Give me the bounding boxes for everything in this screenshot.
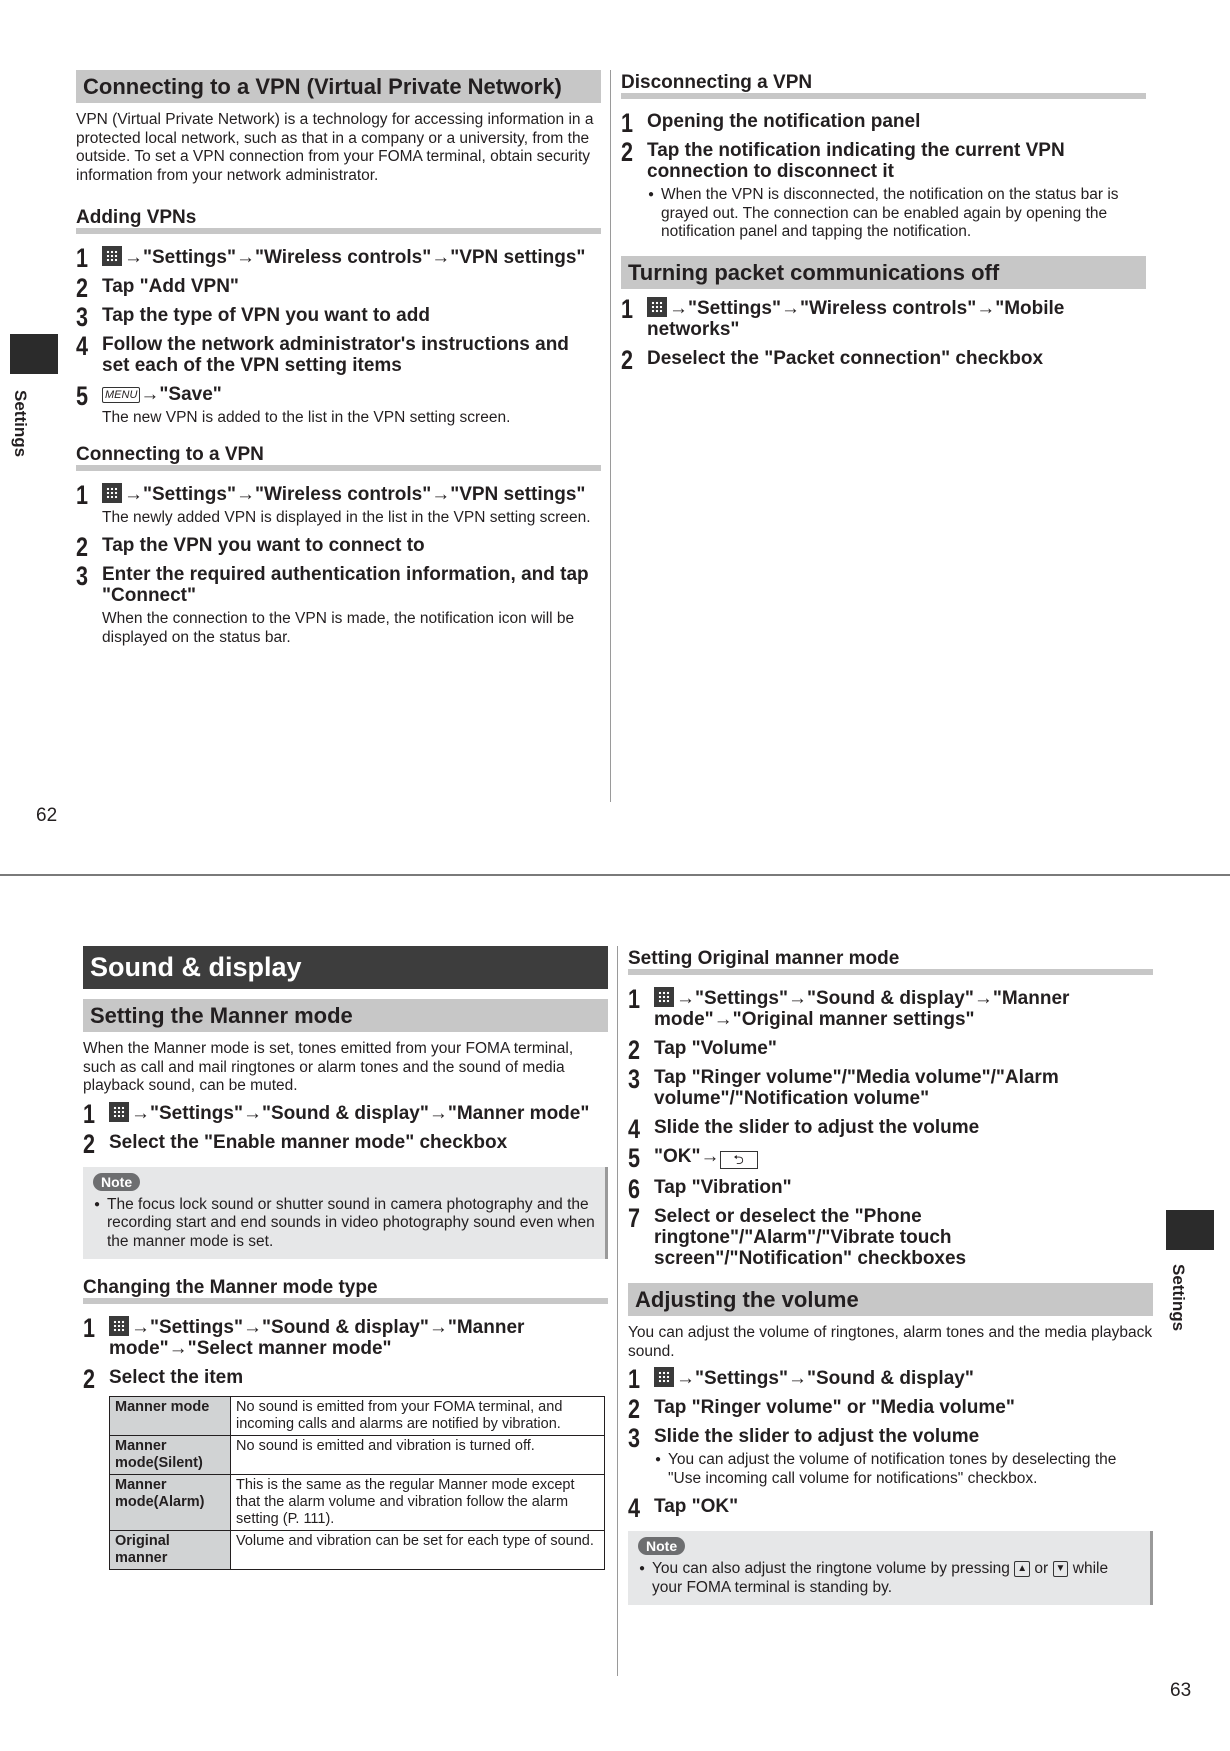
step-text: Follow the network administrator's instructions and set each of the VPN setting items: [102, 334, 569, 376]
step-text: Tap the type of VPN you want to add: [102, 305, 430, 326]
column-divider: [617, 946, 618, 1676]
manner-mode-table: [109, 1396, 605, 1570]
vpn-intro: VPN (Virtual Private Network) is a technology for accessing information in a protected local network, such as that in a company or a university, from the outside. To set a VPN connection from your FOMA terminal, obtain security information from your network administrator.: [76, 111, 594, 184]
step-number: 2: [76, 273, 89, 303]
step: [628, 1035, 1153, 1065]
step-text: Deselect the "Packet connection" checkbox: [647, 347, 1044, 369]
step: [628, 1394, 1153, 1424]
step-text: Tap "Volume": [654, 1038, 777, 1059]
note-text: ● The focus lock sound or shutter sound in camera photography and the recording start and end sounds in video photography sound even when the manner mode is set.: [93, 1196, 595, 1252]
left-column: [83, 946, 608, 1570]
step-text: →"Settings"→"Sound & display"→"Manner mode"→"Original manner settings": [654, 988, 1070, 1030]
menu-icon: [654, 987, 674, 1007]
step-number: 2: [628, 1035, 641, 1065]
step-number: 3: [628, 1423, 641, 1453]
back-key-icon: ⮌: [720, 1151, 758, 1169]
chapter-tab: [1166, 1210, 1214, 1250]
menu-icon: [647, 297, 667, 317]
table-row: [110, 1475, 605, 1531]
table-cell-mode: Manner mode(Silent): [110, 1436, 231, 1475]
chapter-tab-label: Settings: [1169, 1264, 1188, 1332]
step-text: →"Settings"→"Sound & display": [676, 1368, 974, 1389]
page-63: [0, 878, 1230, 1751]
step-text: Select or deselect the "Phone ringtone"/"Alarm"/"Vibrate touch screen"/"Notification" checkboxes: [654, 1206, 967, 1269]
step-text: →"Save": [140, 384, 222, 405]
step: [621, 293, 1146, 340]
menu-key-icon: MENU: [102, 387, 140, 403]
table-cell-desc: No sound is emitted from your FOMA terminal, and incoming calls and alarms are notified by vibration.: [231, 1397, 605, 1436]
step: [76, 331, 601, 376]
subheading-adding-vpns: Adding VPNs: [76, 207, 601, 234]
page-number: 63: [1170, 1680, 1192, 1701]
step-text: →"Settings"→"Sound & display"→"Manner mode": [131, 1102, 590, 1124]
step: [621, 137, 1146, 242]
step-number: 1: [621, 293, 634, 324]
right-column: [621, 70, 1146, 377]
step-number: 1: [83, 1098, 96, 1129]
chapter-title: Sound & display: [83, 946, 608, 989]
step-text: "OK"→: [654, 1146, 720, 1167]
step-number: 1: [621, 108, 634, 138]
step: [76, 532, 601, 562]
chapter-tab-label: Settings: [11, 390, 30, 458]
step: [628, 984, 1153, 1030]
step: [628, 1064, 1153, 1109]
step-number: 3: [76, 302, 89, 332]
step: [76, 302, 601, 332]
table-cell-desc: This is the same as the regular Manner mode except that the alarm volume and vibration follow the alarm setting (P. 111).: [231, 1475, 605, 1531]
step-number: 1: [76, 243, 89, 273]
step-number: 2: [628, 1394, 641, 1424]
step-number: 3: [76, 561, 89, 591]
menu-icon: [109, 1316, 129, 1336]
step: [628, 1493, 1153, 1523]
note-label: Note: [638, 1537, 685, 1555]
step-text: Tap "Ringer volume"/"Media volume"/"Alarm volume"/"Notification volume": [654, 1067, 1059, 1109]
subheading-connecting-vpn: Connecting to a VPN: [76, 444, 601, 471]
page-separator: [0, 874, 1230, 876]
step: [83, 1098, 608, 1129]
volume-intro: You can adjust the volume of ringtones, alarm tones and the media playback sound.: [628, 1324, 1153, 1360]
step-number: 7: [628, 1203, 641, 1233]
manner-intro: When the Manner mode is set, tones emitted from your FOMA terminal, such as call and mail ringtones or alarm tones and the sound of media playback sound, can be muted.: [83, 1040, 574, 1094]
step-text: Tap "Add VPN": [102, 276, 239, 297]
step-text: →"Settings"→"Sound & display"→"Manner mode"→"Select manner mode": [109, 1317, 525, 1359]
section-heading-volume: Adjusting the volume: [628, 1283, 1153, 1316]
volume-up-key-icon: ▲: [1014, 1561, 1030, 1577]
step-text: Select the item: [109, 1367, 244, 1388]
step-number: 4: [76, 331, 89, 361]
step: [628, 1114, 1153, 1144]
step: [83, 1364, 608, 1394]
step-number: 2: [83, 1364, 96, 1394]
step-number: 1: [628, 1364, 641, 1394]
step-number: 6: [628, 1174, 641, 1204]
step-text: Tap the VPN you want to connect to: [102, 535, 425, 556]
section-heading-manner: Setting the Manner mode: [83, 999, 608, 1032]
step-number: 4: [628, 1493, 641, 1523]
note-text-part: or: [1034, 1560, 1049, 1577]
step: [628, 1174, 1153, 1204]
column-divider: [610, 70, 611, 802]
step-text: Enter the required authentication information, and tap "Connect": [102, 564, 589, 606]
subheading-original-manner: Setting Original manner mode: [628, 948, 1153, 975]
step-text: →"Settings"→"Wireless controls"→"Mobile networks": [647, 297, 1065, 340]
step-number: 1: [76, 479, 89, 510]
table-cell-mode: Manner mode: [110, 1397, 231, 1436]
step-text: Tap the notification indicating the current VPN connection to disconnect it: [647, 140, 1065, 182]
subheading-changing-manner-type: Changing the Manner mode type: [83, 1277, 608, 1304]
volume-down-key-icon: ▼: [1053, 1561, 1069, 1577]
step: [76, 381, 601, 428]
step: [76, 243, 601, 273]
step-text: Tap "OK": [654, 1496, 739, 1517]
step-number: 2: [621, 344, 634, 375]
step-number: 1: [83, 1313, 96, 1343]
step: [628, 1364, 1153, 1394]
section-heading-packet: Turning packet communications off: [621, 256, 1146, 289]
step-number: 3: [628, 1064, 641, 1094]
note-box: [83, 1167, 608, 1260]
step-detail: When the connection to the VPN is made, the notification icon will be displayed on the status bar.: [102, 610, 575, 646]
note-box: [628, 1531, 1153, 1605]
right-column: [628, 946, 1153, 1619]
step-text: →"Settings"→"Wireless controls"→"VPN settings": [124, 483, 586, 505]
page-number: 62: [36, 805, 58, 826]
table-cell-desc: Volume and vibration can be set for each type of sound.: [231, 1531, 605, 1570]
step-number: 2: [76, 532, 89, 562]
step-bullet: ● You can adjust the volume of notification tones by deselecting the "Use incoming call volume for notifications" checkbox.: [654, 1451, 1153, 1488]
step-detail: The newly added VPN is displayed in the list in the VPN setting screen.: [102, 508, 591, 526]
step-number: 2: [621, 137, 634, 167]
step: [621, 108, 1146, 138]
menu-icon: [102, 483, 122, 503]
step-number: 4: [628, 1114, 641, 1144]
table-cell-desc: No sound is emitted and vibration is turned off.: [231, 1436, 605, 1475]
note-text-part: while your FOMA terminal is standing by.: [652, 1560, 1109, 1596]
step: [76, 479, 601, 528]
table-row: [110, 1436, 605, 1475]
step-text: Slide the slider to adjust the volume: [654, 1426, 980, 1447]
note-label: Note: [93, 1173, 140, 1191]
step-number: 2: [83, 1128, 96, 1159]
menu-icon: [109, 1102, 129, 1122]
step-text: Select the "Enable manner mode" checkbox: [109, 1131, 508, 1153]
step: [76, 561, 601, 647]
table-row: [110, 1531, 605, 1570]
step-text: →"Settings"→"Wireless controls"→"VPN settings": [124, 247, 586, 268]
page-62: [0, 0, 1230, 870]
menu-icon: [654, 1367, 674, 1387]
chapter-tab: [10, 334, 58, 374]
step: [83, 1313, 608, 1359]
step: [628, 1143, 1153, 1173]
step-detail: The new VPN is added to the list in the VPN setting screen.: [102, 409, 511, 426]
menu-icon: [102, 246, 122, 266]
step: [83, 1128, 608, 1159]
table-cell-mode: Original manner: [110, 1531, 231, 1570]
note-text-part: You can also adjust the ringtone volume by pressing: [652, 1560, 1010, 1577]
step: [628, 1203, 1153, 1269]
step-number: 1: [628, 984, 641, 1014]
step: [76, 273, 601, 303]
step-number: 5: [628, 1143, 641, 1173]
step-text: Opening the notification panel: [647, 111, 921, 132]
step-bullet: ● When the VPN is disconnected, the notification on the status bar is grayed out. The connection can be enabled again by opening the notification panel and tapping the notification.: [647, 186, 1146, 242]
step-text: Tap "Ringer volume" or "Media volume": [654, 1397, 1015, 1418]
subheading-disconnecting-vpn: Disconnecting a VPN: [621, 72, 1146, 99]
step: [628, 1423, 1153, 1488]
table-row: [110, 1397, 605, 1436]
left-column: [76, 70, 601, 655]
step: [621, 344, 1146, 375]
step-text: Tap "Vibration": [654, 1177, 792, 1198]
note-text: [638, 1560, 1140, 1597]
step-text: Slide the slider to adjust the volume: [654, 1117, 980, 1138]
section-heading-vpn: Connecting to a VPN (Virtual Private Network): [76, 70, 601, 103]
step-number: 5: [76, 381, 89, 411]
table-cell-mode: Manner mode(Alarm): [110, 1475, 231, 1531]
